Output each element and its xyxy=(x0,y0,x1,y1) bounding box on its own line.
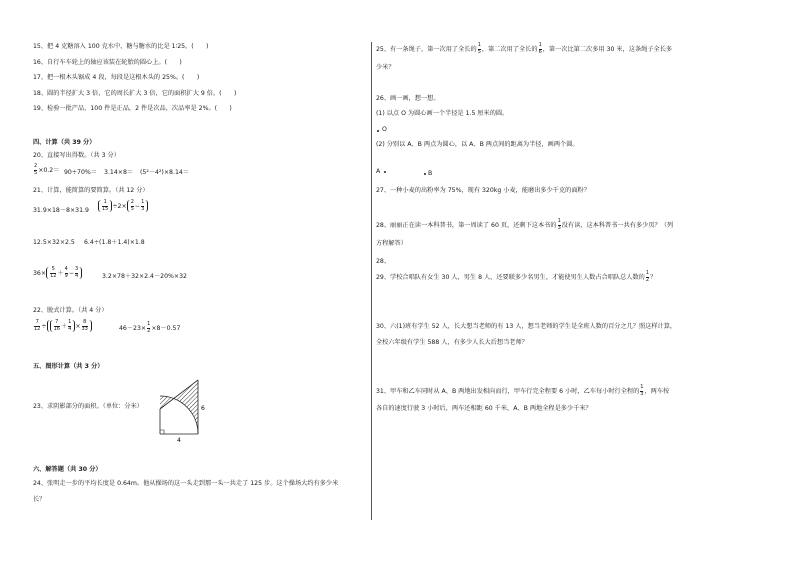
fraction: $\frac{1}{5}$ xyxy=(477,42,481,55)
label-6: 6 xyxy=(201,405,205,412)
question-22: 22、脱式计算。（共 4 分） xyxy=(33,307,108,314)
question-28-line1: 28、丽丽正在读一本科普书，第一周读了 60 页，还剩下这本书的 $\frac{1}{3}$ 没有读，这本科普书一共有多少页？（列 xyxy=(376,218,674,231)
right-column xyxy=(376,0,761,562)
question-25-line2: 少米？ xyxy=(376,64,395,71)
fraction: $\frac{2}{5}$ xyxy=(34,163,38,176)
question-26-part1: (1) 以点 O 为圆心画一个半径是 1.5 厘米的圆。 xyxy=(376,110,509,117)
left-column xyxy=(33,0,363,562)
column-divider xyxy=(371,42,372,520)
question-28-number: 28、 xyxy=(376,258,391,265)
q20-item-a: $\frac{2}{5}$ ×0.2＝ xyxy=(34,163,60,176)
question-18: 18、圆的半径扩大 3 倍，它的周长扩大 3 倍，它的面积扩大 9 倍。( ) xyxy=(33,90,237,97)
fraction: $\frac{3}{4}$ xyxy=(75,266,79,279)
q20-item-c: 3.14×8＝ xyxy=(104,169,134,176)
fraction: $\frac{7}{16}$ xyxy=(53,319,60,332)
fraction: $\frac{2}{5}$ xyxy=(130,199,134,212)
fraction: $\frac{1}{2}$ xyxy=(645,270,650,283)
section-4-heading: 四、计算（共 39 分） xyxy=(33,139,96,146)
question-31-line1: 31、甲车和乙车同时从 A、B 两地出发相向而行，甲车行完全程要 6 小时，乙车每小时行全程的 $\frac{1}{3}$ ，两车按 xyxy=(376,384,670,397)
fraction: $\frac{1}{3}$ xyxy=(640,384,644,397)
bracket xyxy=(98,200,112,212)
q21-item-d: 6.4÷(1.8＋1.4)×1.8 xyxy=(84,239,145,246)
fraction: $\frac{4}{9}$ xyxy=(64,266,68,279)
question-16: 16、自行车车轮上的轴应该装在轮胎的圆心上。( ) xyxy=(33,59,182,66)
question-26-part2: (2) 分别以 A、B 两点为圆心，以 A、B 两点间的距离为半径，画两个圆。 xyxy=(376,141,579,148)
shaded-region xyxy=(160,380,198,434)
question-31-line2: 各自的速度行驶 3 小时后，两车还相距 60 千米，A、B 两地全程是多少千米？ xyxy=(376,405,592,412)
fraction: $\frac{1}{3}$ xyxy=(557,218,561,231)
question-15: 15、把 4 克糖溶入 100 克水中，糖与糖水的比是 1∶25。( ) xyxy=(33,43,209,50)
fraction: $\frac{1}{2}$ xyxy=(147,321,151,334)
q22-item-b: 46－23× $\frac{1}{2}$ ×8－0.57 xyxy=(119,321,181,334)
point-o-label: O xyxy=(382,126,387,133)
bracket: $\frac{5}{12}$ ＋ $\frac{4}{9}$ − $\frac{3}{4}$ xyxy=(46,267,82,279)
question-17: 17、把一根木头锯成 4 段，每段是这根木头的 25%。( ) xyxy=(33,74,200,81)
section-6-heading: 六、解答题（共 30 分） xyxy=(33,466,102,473)
q21-item-b: $\frac{1}{15}$ ÷2× $\frac{2}{5}$ − $\frac{1}{3}$ xyxy=(98,200,148,212)
right-angle-mark xyxy=(160,430,164,434)
point-a-label: A xyxy=(376,168,381,175)
question-24-line1: 24、张明走一步的平均长度是 0.64m。他从操场的这一头走到那一头一共走了 125 步。这个操场大约有多少米 xyxy=(33,480,339,487)
question-29: 29、学校合唱队有女生 30 人，男生 8 人，还要联多少名男生，才能使男生人数占合唱队总人数的 $\frac{1}{2}$ ？ xyxy=(376,270,657,283)
q21-item-c: 12.5×32×2.5 xyxy=(33,239,75,246)
bracket: $\frac{2}{5}$ − $\frac{1}{3}$ xyxy=(127,200,149,212)
fraction: $\frac{1}{3}$ xyxy=(141,199,145,212)
point-o-dot xyxy=(377,130,379,132)
question-21: 21、计算，能简算的要简算。（共 12 分） xyxy=(33,187,149,194)
point-a-dot xyxy=(384,171,386,173)
fraction: $\frac{8}{33}$ xyxy=(81,319,88,332)
question-25-line1: 25、有一条绳子，第一次用了全长的 $\frac{1}{5}$ ，第二次用了全长的 $\frac{1}{6}$ ，第一次比第二次多用 30 米，这条绳子全长多 xyxy=(376,42,673,55)
question-28-line2: 方程解答） xyxy=(376,240,407,247)
shaded-area-figure xyxy=(157,377,217,447)
q20-item-b: 90÷70%＝ xyxy=(64,169,97,176)
q21-item-e: 36× $\frac{5}{12}$ ＋ $\frac{4}{9}$ − $\frac{3}{4}$ xyxy=(33,267,82,279)
question-23: 23、求阴影部分的面积。（单位：分米） xyxy=(33,403,143,410)
bracket: $\frac{7}{16}$ ＋ $\frac{1}{4}$ xyxy=(50,320,76,332)
point-b-dot xyxy=(424,173,426,175)
label-4: 4 xyxy=(177,437,181,444)
q20-item-d: (5²－4²)×8.14＝ xyxy=(140,169,189,176)
point-b-label: B xyxy=(428,170,433,177)
question-30-line1: 30、六(1)班有学生 52 人，长大想当老师的有 13 人，想当老师的学生是全班人数的百分之几？照这样计算， xyxy=(376,323,677,330)
question-27: 27、一种小麦的出粉率为 75%，现有 320kg 小麦，能磨出多少千克的面粉？ xyxy=(376,187,590,194)
fraction: $\frac{1}{6}$ xyxy=(538,42,542,55)
question-26: 26、画一画，想一想。 xyxy=(376,95,440,102)
q21-item-a: 31.9×18－8×31.9 xyxy=(33,207,89,214)
q21-item-f: 3.2×78＋32×2.4－20%×32 xyxy=(102,273,187,280)
fraction: $\frac{5}{12}$ xyxy=(50,266,57,279)
question-19: 19、检验一批产品，100 件是正品，2 件是次品，次品率是 2%。( ) xyxy=(33,105,232,112)
question-24-line2: 长？ xyxy=(33,496,46,503)
fraction: $\frac{7}{12}$ xyxy=(34,319,41,332)
bracket: $\frac{7}{16}$ ＋ $\frac{1}{4}$ × $\frac{8}{33}$ xyxy=(47,320,92,332)
section-5-heading: 五、图形计算（共 3 分） xyxy=(33,363,104,370)
fraction: $\frac{1}{15}$ xyxy=(102,199,109,212)
q22-item-a: $\frac{7}{12}$ ÷ $\frac{7}{16}$ ＋ $\frac{1}{4}$ × $\frac{8}{33}$ xyxy=(33,320,92,332)
fraction: $\frac{1}{4}$ xyxy=(68,319,72,332)
question-30-line2: 全校六年级有学生 588 人，有多少人长大后想当老师？ xyxy=(376,339,528,346)
question-20: 20、直接写出得数。（共 3 分） xyxy=(33,152,120,159)
